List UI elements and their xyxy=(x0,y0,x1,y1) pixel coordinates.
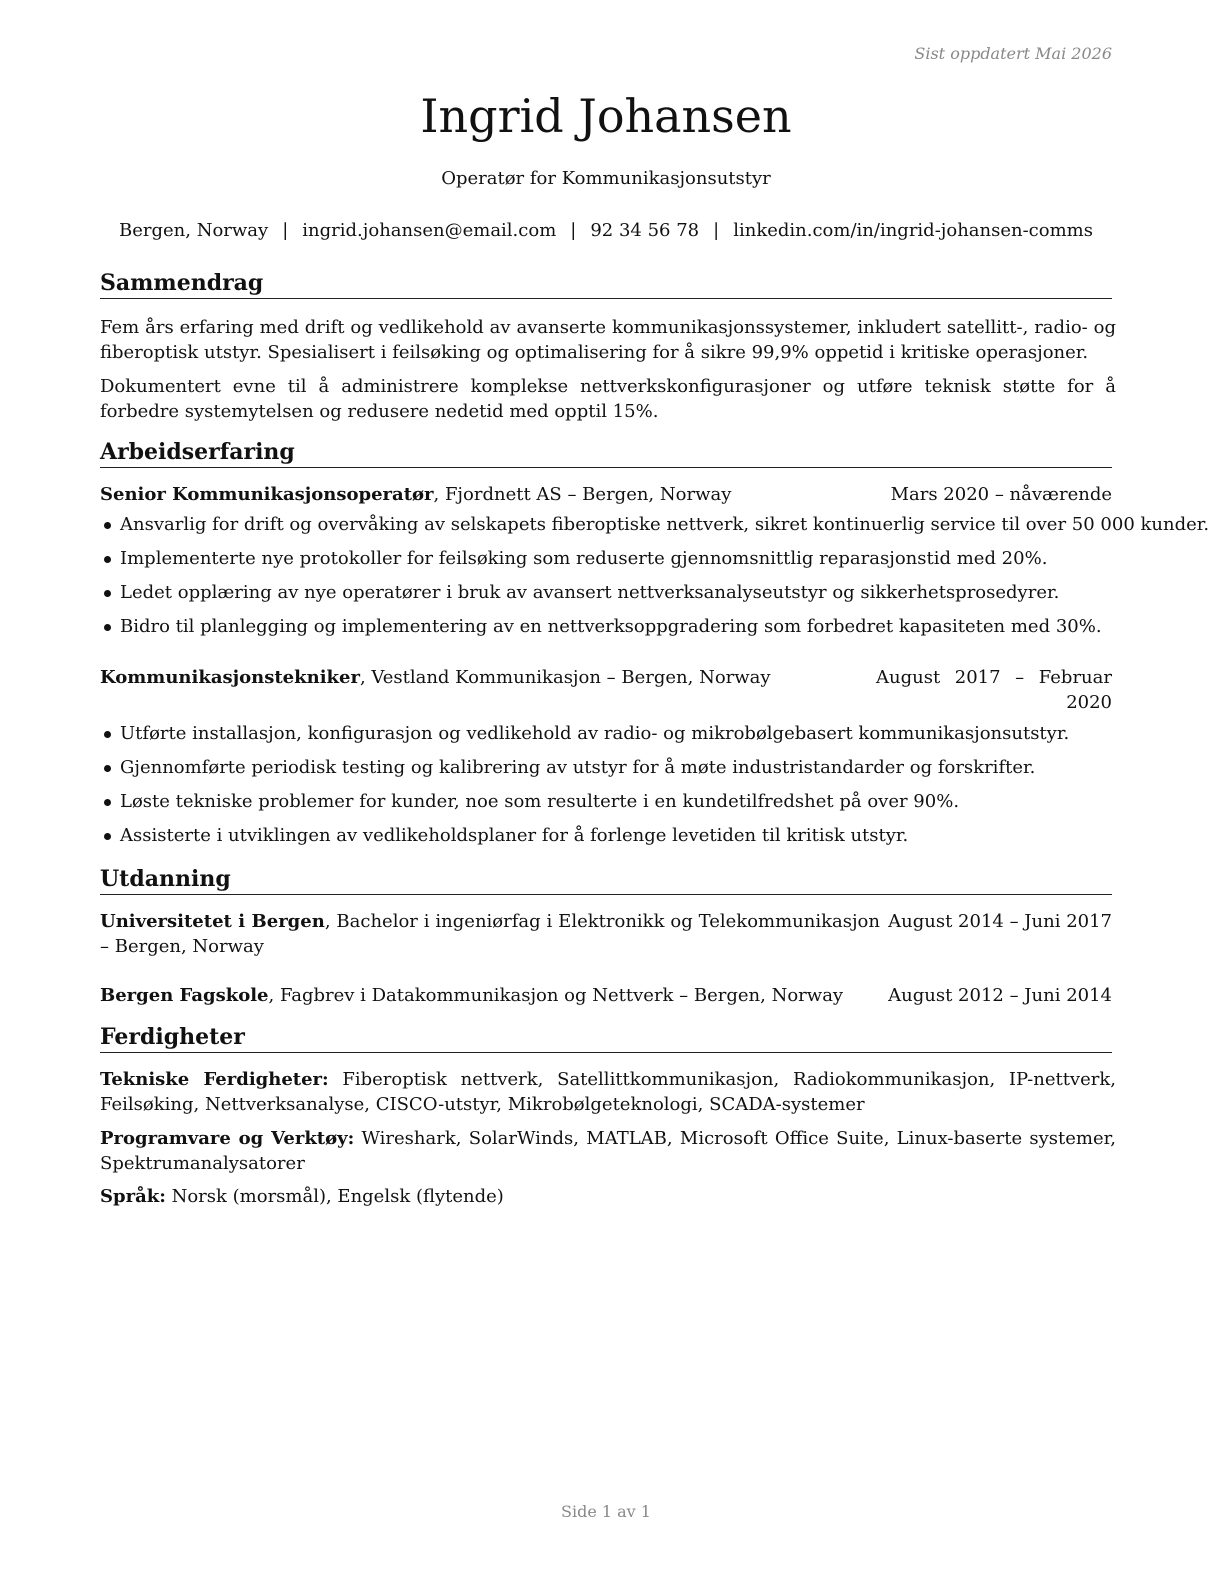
job-dates: Mars 2020 – nåværende xyxy=(890,484,1112,505)
job-bullets xyxy=(100,721,1120,857)
skill-label: Programvare og Verktøy: xyxy=(100,1128,355,1149)
education-detail: , Bachelor i ingeniørfag i Elektronikk og Telekommunikasjon – Bergen, Norway xyxy=(100,911,880,957)
list-item: Assisterte i utviklingen av vedlikeholdsplaner for å forlenge levetiden til kritisk utstyr. xyxy=(100,823,1120,848)
education-school: Universitetet i Bergen xyxy=(100,911,325,932)
section-heading-experience: Arbeidserfaring xyxy=(100,439,1112,468)
education-dates: August 2012 – Juni 2014 xyxy=(888,985,1112,1006)
summary-paragraph: Fem års erfaring med drift og vedlikehold av avanserte kommunikasjonssystemer, inkludert satellitt-, radio- og fiberoptisk utstyr. Spesialisert i feilsøking og optimalisering for å sikre 99,9% oppetid i kritiske operasjoner. xyxy=(100,317,1116,363)
contact-separator: | xyxy=(713,220,720,241)
contact-line xyxy=(80,220,1132,241)
skill-label: Språk: xyxy=(100,1186,166,1207)
job-role: Kommunikasjonstekniker xyxy=(100,667,360,688)
contact-separator: | xyxy=(570,220,577,241)
last-updated-note: Sist oppdatert Mai 2026 xyxy=(914,44,1112,63)
job-bullets xyxy=(100,512,1210,648)
list-item: Bidro til planlegging og implementering av en nettverksoppgradering som forbedret kapasiteten med 30%. xyxy=(100,614,1120,639)
list-item: Gjennomførte periodisk testing og kalibrering av utstyr for å møte industristandarder og forskrifter. xyxy=(100,755,1120,780)
skill-value: Fiberoptisk nettverk, Satellittkommunikasjon, Radiokommunikasjon, IP-nettverk, Feilsøking, Nettverksanalyse, CISCO-utstyr, Mikrobølgeteknologi, SCADA-systemer xyxy=(100,1069,1116,1115)
skill-row xyxy=(100,1067,1116,1117)
candidate-title: Operatør for Kommunikasjonsutstyr xyxy=(441,168,771,189)
job-company: , Vestland Kommunikasjon – Bergen, Norway xyxy=(359,667,771,688)
education-school: Bergen Fagskole xyxy=(100,985,269,1006)
job-role-line xyxy=(100,665,771,690)
section-heading-skills: Ferdigheter xyxy=(100,1024,1112,1053)
contact-linkedin[interactable]: linkedin.com/in/ingrid-johansen-comms xyxy=(733,220,1093,241)
contact-email[interactable]: ingrid.johansen@email.com xyxy=(302,220,557,241)
job-role: Senior Kommunikasjonsoperatør xyxy=(100,484,434,505)
skill-row xyxy=(100,1184,1116,1209)
job-dates: August 2017 – Februar 2020 xyxy=(876,667,1112,713)
skill-value: Norsk (morsmål), Engelsk (flytende) xyxy=(165,1186,504,1207)
summary-paragraph: Dokumentert evne til å administrere komplekse nettverkskonfigurasjoner og utføre teknisk støtte for å forbedre systemytelsen og redusere nedetid med opptil 15%. xyxy=(100,376,1116,422)
education-dates: August 2014 – Juni 2017 xyxy=(888,911,1112,932)
list-item: Utførte installasjon, konfigurasjon og vedlikehold av radio- og mikrobølgebasert kommunikasjonsutstyr. xyxy=(100,721,1120,746)
job-company: , Fjordnett AS – Bergen, Norway xyxy=(433,484,732,505)
education-entry xyxy=(100,983,880,1008)
resume-page xyxy=(100,0,1210,1584)
list-item: Ansvarlig for drift og overvåking av selskapets fiberoptiske nettverk, sikret kontinuerlig service til over 50 000 kunder. xyxy=(100,512,1120,537)
contact-separator: | xyxy=(282,220,289,241)
contact-phone: 92 34 56 78 xyxy=(590,220,700,241)
skill-label: Tekniske Ferdigheter: xyxy=(100,1069,329,1090)
page-number: Side 1 av 1 xyxy=(561,1502,651,1521)
skill-value: Wireshark, SolarWinds, MATLAB, Microsoft Office Suite, Linux-baserte systemer, Spektrumanalysatorer xyxy=(100,1128,1116,1174)
job-role-line xyxy=(100,482,731,507)
candidate-name: Ingrid Johansen xyxy=(420,89,792,143)
list-item: Løste tekniske problemer for kunder, noe som resulterte i en kundetilfredshet på over 90%. xyxy=(100,789,1120,814)
section-heading-summary: Sammendrag xyxy=(100,270,1112,299)
skill-row xyxy=(100,1126,1116,1176)
list-item: Implementerte nye protokoller for feilsøking som reduserte gjennomsnittlig reparasjonstid med 20%. xyxy=(100,546,1120,571)
list-item: Ledet opplæring av nye operatører i bruk av avansert nettverksanalyseutstyr og sikkerhetsprosedyrer. xyxy=(100,580,1120,605)
section-heading-education: Utdanning xyxy=(100,866,1112,895)
education-entry xyxy=(100,909,880,959)
contact-location: Bergen, Norway xyxy=(119,220,269,241)
education-detail: , Fagbrev i Datakommunikasjon og Nettverk – Bergen, Norway xyxy=(268,985,844,1006)
